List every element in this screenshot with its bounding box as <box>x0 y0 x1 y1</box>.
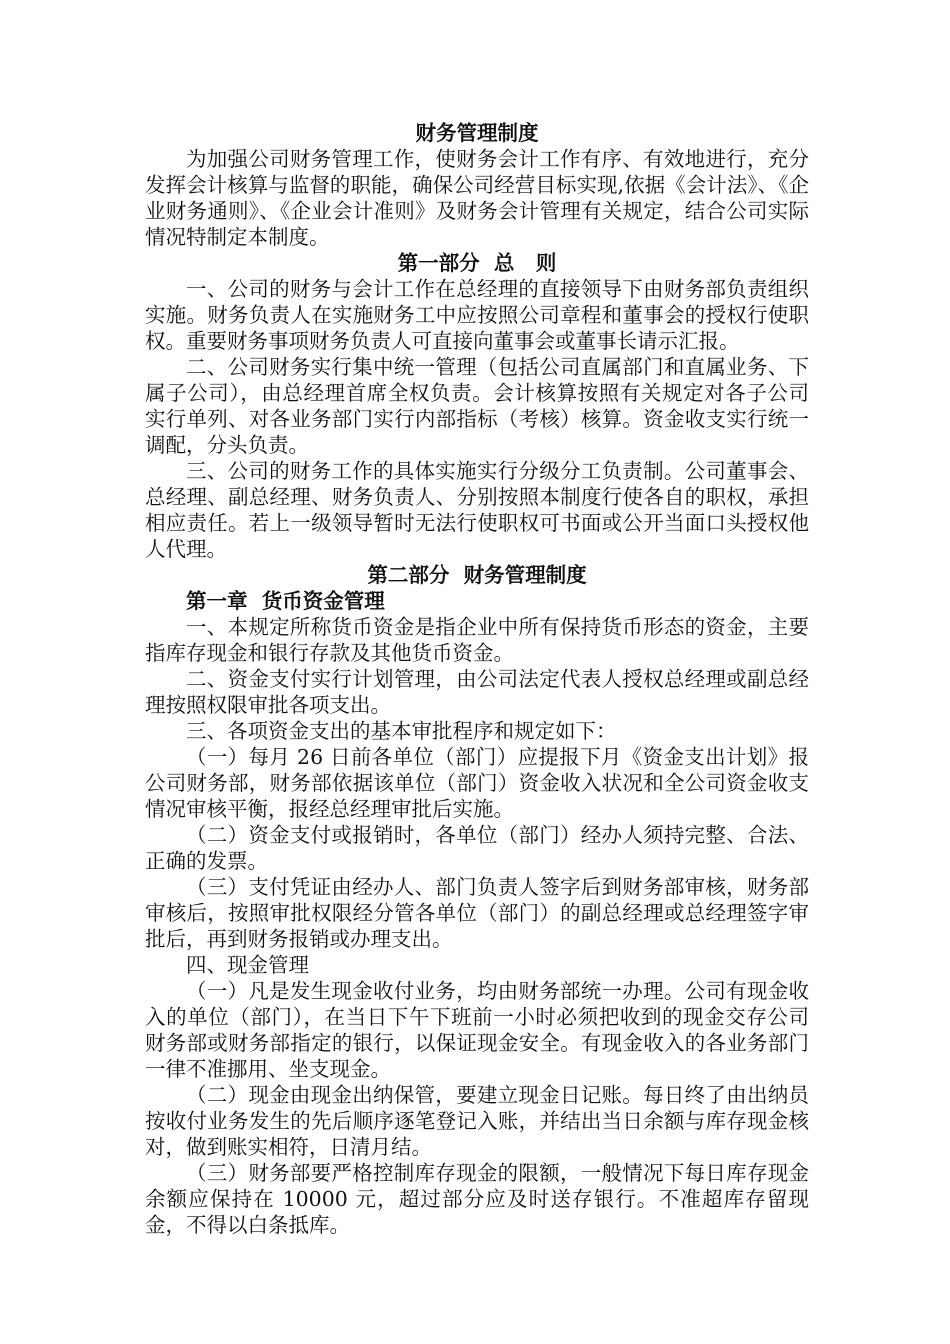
part1-paragraph: 三、公司的财务工作的具体实施实行分级分工负责制。公司董事会、总经理、副总经理、财务负责人、分别按照本制度行使各自的职权，承担相应责任。若上一级领导暂时无法行使职权可书面或公开当面口头授权他人代理。 <box>145 459 809 561</box>
chapter1-heading: 第一章 货币资金管理 <box>186 589 385 613</box>
chapter1-paragraph: （二）资金支付或报销时，各单位（部门）经办人须持完整、合法、正确的发票。 <box>145 823 809 873</box>
chapter1-paragraph: （一）凡是发生现金收付业务，均由财务部统一办理。公司有现金收入的单位（部门），在当日下午下班前一小时必须把收到的现金交存公司财务部或财务部指定的银行，以保证现金安全。有现金收入的各业务部门一律不准挪用、坐支现金。 <box>145 979 809 1081</box>
chapter1-paragraph: 三、各项资金支出的基本审批程序和规定如下： <box>186 719 617 743</box>
chapter1-paragraph: （三）支付凭证由经办人、部门负责人签字后到财务部审核，财务部审核后，按照审批权限经分管各单位（部门）的副总经理或总经理签字审批后，再到财务报销或办理支出。 <box>145 875 809 951</box>
chapter1-paragraph: （一）每月 26 日前各单位（部门）应提报下月《资金支出计划》报公司财务部，财务部依据该单位（部门）资金收入状况和全公司资金收支情况审核平衡，报经总经理审批后实施。 <box>145 745 809 821</box>
chapter1-paragraph: （二）现金由现金出纳保管，要建立现金日记账。每日终了由出纳员按收付业务发生的先后顺序逐笔登记入账，并结出当日余额与库存现金核对，做到账实相符，日清月结。 <box>145 1083 809 1159</box>
intro-paragraph: 为加强公司财务管理工作，使财务会计工作有序、有效地进行，充分发挥会计核算与监督的职能，确保公司经营目标实现,依据《会计法》、《企业财务通则》、《企业会计准则》及财务会计管理有关规定，结合公司实际情况特制定本制度。 <box>145 147 809 249</box>
part1-paragraph: 一、公司的财务与会计工作在总经理的直接领导下由财务部负责组织实施。财务负责人在实施财务工中应按照公司章程和董事会的授权行使职权。重要财务事项财务负责人可直接向董事会或董事长请示汇报。 <box>145 277 809 353</box>
part2-heading: 第二部分 财务管理制度 <box>367 563 587 587</box>
chapter1-paragraph: 四、现金管理 <box>186 953 309 977</box>
document-title: 财务管理制度 <box>415 121 539 145</box>
part1-paragraph: 二、公司财务实行集中统一管理（包括公司直属部门和直属业务、下属子公司），由总经理首席全权负责。会计核算按照有关规定对各子公司实行单列、对各业务部门实行内部指标（考核）核算。资金收支实行统一调配，分头负责。 <box>145 355 809 457</box>
chapter1-paragraph: 一、本规定所称货币资金是指企业中所有保持货币形态的资金，主要指库存现金和银行存款及其他货币资金。 <box>145 615 809 665</box>
chapter1-paragraph: （三）财务部要严格控制库存现金的限额，一般情况下每日库存现金余额应保持在 10000 元，超过部分应及时送存银行。不准超库存留现金，不得以白条抵库。 <box>145 1161 809 1237</box>
document-page <box>145 120 809 1238</box>
chapter1-paragraph: 二、资金支付实行计划管理，由公司法定代表人授权总经理或副总经理按照权限审批各项支出。 <box>145 667 809 717</box>
part1-heading: 第一部分 总 则 <box>397 251 557 275</box>
